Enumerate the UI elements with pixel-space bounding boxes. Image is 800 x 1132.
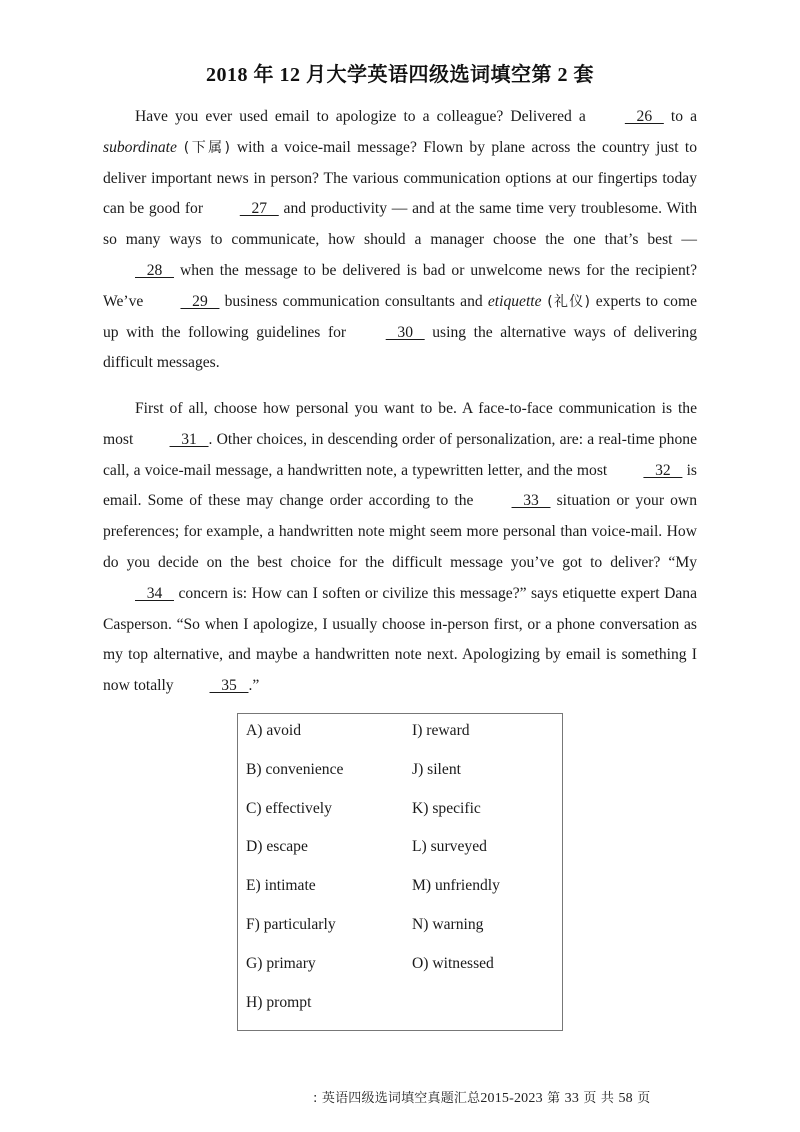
blank-30: 30	[385, 323, 425, 341]
option-m: M) unfriendly	[412, 877, 500, 895]
text: using the alternative ways of delivering difficult messages.	[103, 323, 697, 372]
word-bank-grid	[246, 722, 562, 1032]
option-i: I) reward	[412, 722, 470, 739]
blank-32: 32	[643, 461, 683, 479]
option-n: N) warning	[412, 915, 484, 933]
text: is email. Some of these may change order according to the	[103, 461, 697, 510]
blank-27: 27	[239, 200, 279, 218]
text: Have you ever used email to apologize to a colleague? Delivered a	[135, 108, 593, 125]
page-title: 2018 年 12 月大学英语四级选词填空第 2 套	[206, 64, 594, 86]
text: with a voice-mail message? Flown by plane across the country just to deliver important news in person? The various communication options at our fingertips today can be good for	[103, 138, 697, 218]
blank-35: 35	[209, 677, 249, 695]
blank-33: 33	[511, 492, 551, 510]
text: when the message to be delivered is bad or unwelcome news for the recipient? We’ve	[103, 261, 697, 310]
text: .”	[248, 677, 260, 695]
blank-31: 31	[169, 430, 209, 448]
blank-28: 28	[135, 261, 174, 279]
footer-years: 2015-2023	[480, 1091, 543, 1106]
blank-29: 29	[180, 292, 220, 310]
term-etiquette: etiquette	[487, 292, 542, 310]
footer-label: 页	[632, 1091, 651, 1106]
page-footer	[313, 1087, 650, 1107]
text: experts to come up with the following guidelines for	[103, 292, 698, 341]
term-translation: (礼仪)	[541, 293, 596, 310]
text: and productivity — and at the same time very troublesome. With so many ways to communicate, how should a manager choose the one that’s best —	[103, 200, 697, 249]
option-g: G) primary	[246, 954, 316, 972]
option-c: C) effectively	[246, 799, 332, 817]
text: . Other choices, in descending order of personalization, are: a real-time phone call, a voice-mail message, a handwritten note, a typewritten letter, and the most	[103, 430, 697, 479]
text: business communication consultants and	[219, 292, 488, 310]
option-a: A) avoid	[246, 722, 301, 739]
text: First of all, choose how personal you want to be. A face-to-face communication is the most	[103, 400, 697, 448]
text: concern is: How can I soften or civilize this message?” says etiquette expert Dana Casperson. “So when I apologize, I usually choose in-person first, or a phone conversation as my top alternative, and maybe a handwritten note next. Apologizing by email is something I now totally	[103, 584, 697, 695]
option-f: F) particularly	[246, 915, 336, 933]
term-translation: (下属)	[176, 139, 237, 156]
option-k: K) specific	[412, 799, 481, 817]
word-bank-box	[237, 713, 563, 1031]
option-d: D) escape	[246, 838, 308, 856]
option-o: O) witnessed	[412, 954, 494, 972]
footer-collection-title: : 英语四级选词填空真题汇总	[313, 1091, 481, 1106]
option-e: E) intimate	[246, 877, 316, 895]
page-number-total: 58	[618, 1091, 633, 1106]
passage-paragraph-2	[103, 394, 697, 702]
term-subordinate: subordinate	[103, 138, 177, 156]
footer-label: 页 共	[579, 1091, 619, 1106]
passage-paragraph-1	[103, 102, 697, 379]
page-number-current: 33	[564, 1091, 580, 1106]
option-b: B) convenience	[246, 760, 344, 778]
footer-label: 第	[542, 1091, 565, 1106]
option-j: J) silent	[412, 760, 461, 778]
text: situation or your own preferences; for example, a handwritten note might seem more personal than voice-mail. How do you decide on the best choice for the difficult message you’ve got to deliver? “My	[103, 492, 697, 571]
blank-26: 26	[624, 108, 664, 125]
option-l: L) surveyed	[412, 838, 487, 856]
option-h: H) prompt	[246, 993, 312, 1011]
text: to a	[663, 108, 697, 125]
blank-34: 34	[135, 584, 174, 602]
